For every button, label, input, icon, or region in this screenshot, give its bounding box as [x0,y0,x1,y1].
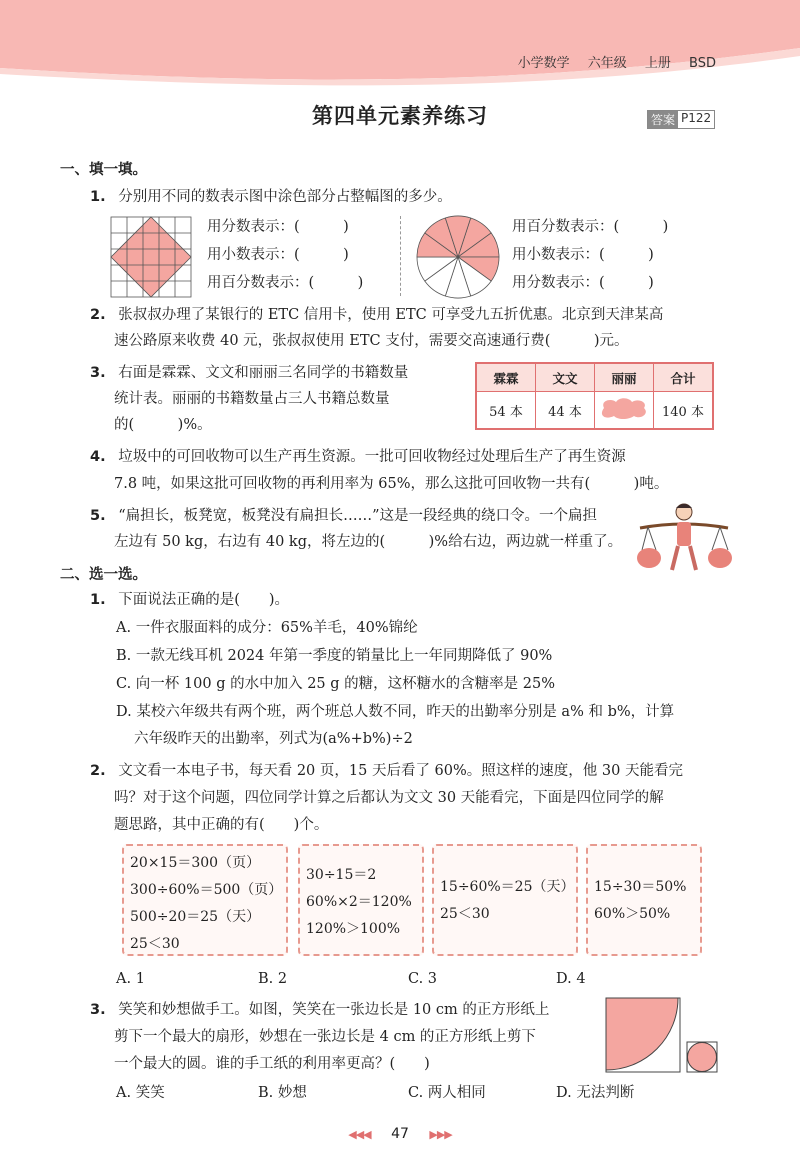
box2-line: 30÷15＝2 [306,867,377,883]
s2-q1-option-c[interactable]: C. 向一杯 100 g 的水中加入 25 g 的糖，这杯糖水的含糖率是 25% [116,676,555,692]
td-linlin: 54 本 [476,392,536,430]
q1-left-fraction: 用分数表示：( ) [207,219,349,235]
page-footer [0,1126,800,1142]
s2-q2-line1 [90,761,683,781]
s1-q5-line2: 左边有 50 kg，右边有 40 kg，将左边的( )%给右边，两边就一样重了。 [114,534,623,550]
box2-line: 120%＞100% [306,921,401,937]
s2-q3-option-c[interactable]: C. 两人相同 [408,1085,486,1101]
s2-q2-line3: 题思路，其中正确的有( )个。 [114,817,329,833]
header-grade: 六年级 [587,56,627,71]
s2-q2-line2: 吗？对于这个问题，四位同学计算之后都认为文文 30 天能看完，下面是四位同学的解 [114,790,664,806]
td-total: 140 本 [654,392,714,430]
prev-arrows-icon[interactable]: ◀◀◀ [348,1128,371,1141]
box3-line: 15÷60%＝25（天） [440,879,575,895]
s2-q2-option-b[interactable]: B. 2 [258,971,288,987]
header-info [504,52,716,71]
th-lili: 丽丽 [595,363,654,392]
box1-line: 25＜30 [130,936,180,952]
header-volume: 上册 [644,56,671,71]
s2-q3-option-b[interactable]: B. 妙想 [258,1085,307,1101]
box3-line: 25＜30 [440,906,490,922]
s1-q2-line2: 速公路原来收费 40 元，张叔叔使用 ETC 支付，需要交高速通行费( )元。 [114,333,629,349]
s1-q2-text1: 张叔叔办理了某银行的 ETC 信用卡，使用 ETC 可享受九五折优惠。北京到天津某高 [118,307,664,323]
s2-q1-option-b[interactable]: B. 一款无线耳机 2024 年第一季度的销量比上一年同期降低了 90% [116,648,553,664]
s1-q4-line2: 7.8 吨，如果这批可回收物的再利用率为 65%，那么这批可回收物一共有( )吨。 [114,476,669,492]
s1-q1-text: 分别用不同的数表示图中涂色部分占整幅图的多少。 [118,189,452,205]
answer-ref[interactable] [647,110,715,129]
s1-q3-text1: 右面是霖霖、文文和丽丽三名同学的书籍数量 [118,365,409,381]
section2-label: 二、选一选。 [60,567,147,583]
s2-q2-option-d[interactable]: D. 4 [556,971,586,987]
th-linlin: 霖霖 [476,363,536,392]
solution-box-1 [122,844,288,956]
s1-q3-line3: 的( )%。 [114,417,212,433]
th-total: 合计 [654,363,714,392]
solution-box-3 [432,844,578,956]
s2-q1-text: 下面说法正确的是( )。 [118,592,290,608]
header-band [0,0,800,90]
s1-q3-line2: 统计表。丽丽的书籍数量占三人书籍总数量 [114,391,390,407]
q1-left-decimal: 用小数表示：( ) [207,247,349,263]
box1-line: 500÷20＝25（天） [130,909,261,925]
s2-q3-option-a[interactable]: A. 笑笑 [116,1085,165,1101]
book-count-table [475,362,714,430]
td-wenwen: 44 本 [536,392,595,430]
inscribed-circle-figure [686,1041,718,1073]
s1-q3-num: 3. [90,365,106,381]
s2-q1-option-d[interactable]: D. 某校六年级共有两个班，两个班总人数不同，昨天的出勤率分别是 a% 和 b%，计算 [116,704,675,720]
s2-q1-stem [90,590,289,610]
grid-diamond-figure [110,216,192,298]
header-edition: BSD [689,56,716,71]
s2-q2-num: 2. [90,763,106,779]
q1-right-fraction: 用分数表示：( ) [512,275,654,291]
s2-q3-num: 3. [90,1002,106,1018]
answer-label: 答案 [648,111,678,128]
s1-q4-line1 [90,447,626,467]
header-subject: 小学数学 [517,56,570,71]
box1-line: 20×15＝300（页） [130,855,261,871]
s2-q1-option-d-line2: 六年级昨天的出勤率，列式为(a%+b%)÷2 [134,731,413,747]
s2-q2-text1: 文文看一本电子书，每天看 20 页，15 天后看了 60%。照这样的速度，他 30 天能看完 [118,763,683,779]
carrier-pole-illustration [636,498,732,582]
next-arrows-icon[interactable]: ▶▶▶ [429,1128,452,1141]
q1-divider [400,216,401,296]
s2-q2-option-c[interactable]: C. 3 [408,971,438,987]
s1-q5-num: 5. [90,508,106,524]
td-lili-smudge [595,392,654,430]
circle-sectors-figure [415,214,501,300]
s2-q3-line2: 剪下一个最大的扇形，妙想在一张边长是 4 cm 的正方形纸上剪下 [114,1029,536,1045]
s2-q2-option-a[interactable]: A. 1 [116,971,145,987]
s2-q3-line3: 一个最大的圆。谁的手工纸的利用率更高？( ) [114,1056,430,1072]
page-title: 第四单元素养练习 [312,104,488,128]
answer-page: P122 [681,111,712,125]
section1-label: 一、填一填。 [60,162,147,178]
page-number: 47 [391,1126,409,1142]
s2-q3-text1: 笑笑和妙想做手工。如图，笑笑在一张边长是 10 cm 的正方形纸上 [118,1002,550,1018]
q1-right-decimal: 用小数表示：( ) [512,247,654,263]
s1-q3-line1 [90,363,408,383]
s2-q1-num: 1. [90,592,106,608]
q1-left-percent: 用百分数表示：( ) [207,275,364,291]
s1-q1-num: 1. [90,189,106,205]
s2-q3-line1 [90,1000,549,1020]
s1-q4-text1: 垃圾中的可回收物可以生产再生资源。一批可回收物经过处理后生产了再生资源 [118,449,626,465]
s1-q5-line1 [90,506,597,526]
box1-line: 300÷60%＝500（页） [130,882,283,898]
box4-line: 60%＞50% [594,906,671,922]
box4-line: 15÷30＝50% [594,879,687,895]
solution-box-2 [298,844,424,956]
solution-box-4 [586,844,702,956]
s1-q5-text1: “扁担长，板凳宽，板凳没有扁担长……”这是一段经典的绕口令。一个扁担 [118,508,598,524]
s2-q3-option-d[interactable]: D. 无法判断 [556,1085,635,1101]
s2-q1-option-a[interactable]: A. 一件衣服面料的成分：65%羊毛，40%锦纶 [116,620,418,636]
quarter-circle-square-figure [605,997,681,1073]
q1-right-percent: 用百分数表示：( ) [512,219,669,235]
s1-q2-num: 2. [90,307,106,323]
box2-line: 60%×2＝120% [306,894,412,910]
th-wenwen: 文文 [536,363,595,392]
s1-q2-line1 [90,305,663,325]
s1-q1 [90,187,452,207]
s1-q4-num: 4. [90,449,106,465]
